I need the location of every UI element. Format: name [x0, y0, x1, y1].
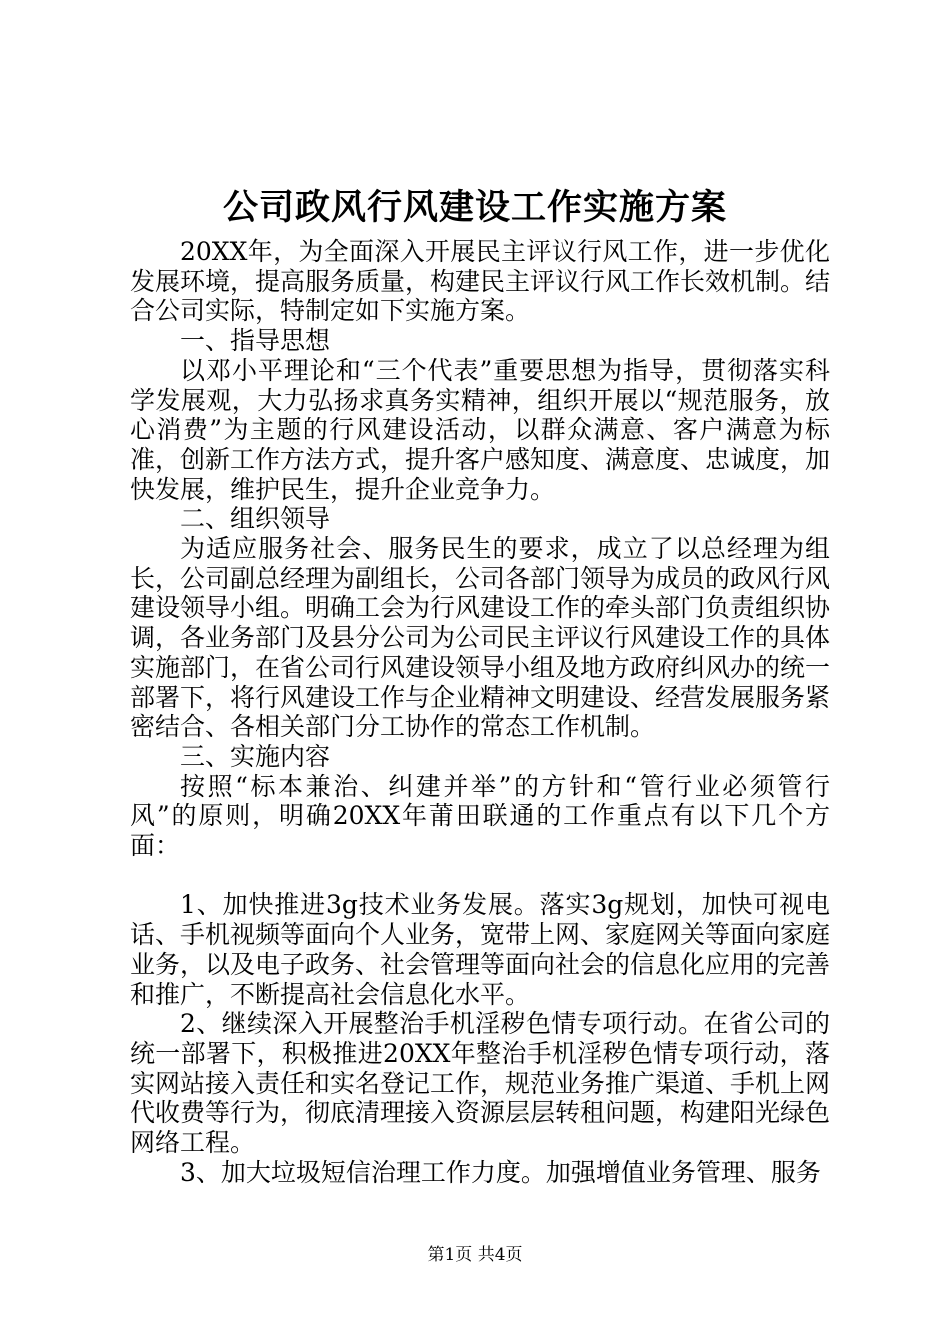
section-heading-implementation: 三、实施内容: [180, 741, 331, 771]
item-3-paragraph: 3、加大垃圾短信治理工作力度。加强增值业务管理、服务: [180, 1157, 821, 1187]
guiding-ideology-paragraph: 以邓小平理论和“三个代表”重要思想为指导，贯彻落实科学发展观，大力弘扬求真务实精神，组织开展以“规范服务，放心消费”为主题的行风建设活动，以群众满意、客户满意为标准，创新工作方法方式，提升客户感知度、满意度、忠诚度，加快发展，维护民生，提升企业竞争力。: [130, 355, 831, 504]
blank-line: [130, 861, 830, 891]
section-heading-organization: 二、组织领导: [180, 504, 331, 534]
document-title: 公司政风行风建设工作实施方案: [222, 187, 727, 228]
section-heading-guiding-ideology: 一、指导思想: [180, 326, 331, 356]
implementation-paragraph: 按照“标本兼治、纠建并举”的方针和“管行业必须管行风”的原则，明确20XX年莆田联通的工作重点有以下几个方面：: [130, 771, 830, 861]
organization-paragraph: 为适应服务社会、服务民生的要求，成立了以总经理为组长，公司副总经理为副组长，公司各部门领导为成员的政风行风建设领导小组。明确工会为行风建设工作的牵头部门负责组织协调，各业务部门及县分公司为公司民主评议行风建设工作的具体实施部门，在省公司行风建设领导小组及地方政府纠风办的统一部署下，将行风建设工作与企业精神文明建设、经营发展服务紧密结合、各相关部门分工协作的常态工作机制。: [130, 534, 831, 742]
document-body: [130, 237, 830, 1187]
item-2-paragraph: 2、继续深入开展整治手机淫秽色情专项行动。在省公司的统一部署下，积极推进20XX年整治手机淫秽色情专项行动，落实网站接入责任和实名登记工作，规范业务推广渠道、手机上网代收费等行为，彻底清理接入资源层层转租问题，构建阳光绿色网络工程。: [130, 1009, 831, 1158]
item-1-paragraph: 1、加快推进3g技术业务发展。落实3g规划，加快可视电话、手机视频等面向个人业务，宽带上网、家庭网关等面向家庭业务，以及电子政务、社会管理等面向社会的信息化应用的完善和推广，不断提高社会信息化水平。: [130, 890, 831, 1009]
intro-paragraph: 20XX年，为全面深入开展民主评议行风工作，进一步优化发展环境，提高服务质量，构建民主评议行风工作长效机制。结合公司实际，特制定如下实施方案。: [130, 237, 831, 326]
page-number-footer: 第1页 共4页: [427, 1245, 523, 1265]
